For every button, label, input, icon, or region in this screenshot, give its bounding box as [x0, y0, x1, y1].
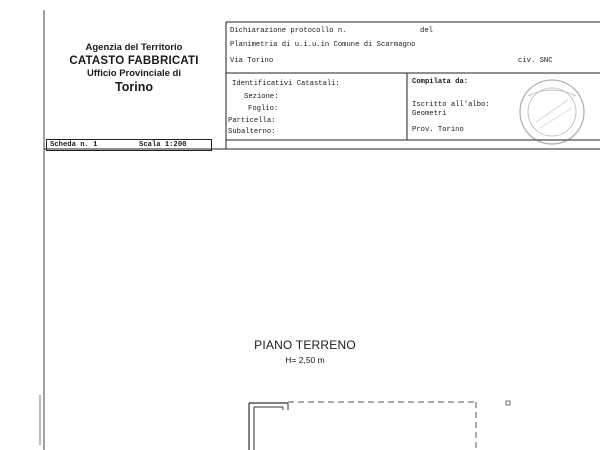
office-name: Ufficio Provinciale di	[87, 68, 181, 79]
via-text: Via Torino	[230, 57, 274, 65]
agency-name: Agenzia del Territorio	[85, 42, 183, 53]
scala-label: Scala 1:200	[139, 141, 187, 149]
civ-text: civ. SNC	[518, 57, 553, 65]
scheda-bar	[46, 139, 212, 151]
prov-text: Prov. Torino	[412, 126, 464, 134]
iscritto-value: Geometri	[412, 110, 447, 118]
official-stamp	[520, 80, 584, 144]
foglio-label: Foglio:	[248, 105, 279, 113]
floor-title: PIANO TERRENO	[254, 338, 356, 352]
registry-name: CATASTO FABBRICATI	[69, 55, 199, 67]
planimetria-text: Planimetria di u.i.u.in Comune di Scarmagno	[230, 41, 416, 49]
compilata-label: Compilata da:	[412, 78, 469, 86]
sezione-label: Sezione:	[244, 93, 279, 101]
scheda-label: Scheda n. 1	[50, 141, 98, 149]
identificativi-label: Identificativi Catastali:	[232, 80, 340, 88]
dichiarazione-label: Dichiarazione protocollo n.	[230, 27, 347, 35]
agency-header	[44, 42, 224, 95]
floor-height: H= 2,50 m	[285, 355, 325, 365]
subalterno-label: Subalterno:	[228, 128, 276, 136]
iscritto-label: Iscritto all'albo:	[412, 101, 490, 109]
office-city: Torino	[115, 80, 153, 94]
building-outline	[249, 401, 510, 450]
particella-label: Particella:	[228, 117, 276, 125]
del-label: del	[420, 27, 433, 35]
